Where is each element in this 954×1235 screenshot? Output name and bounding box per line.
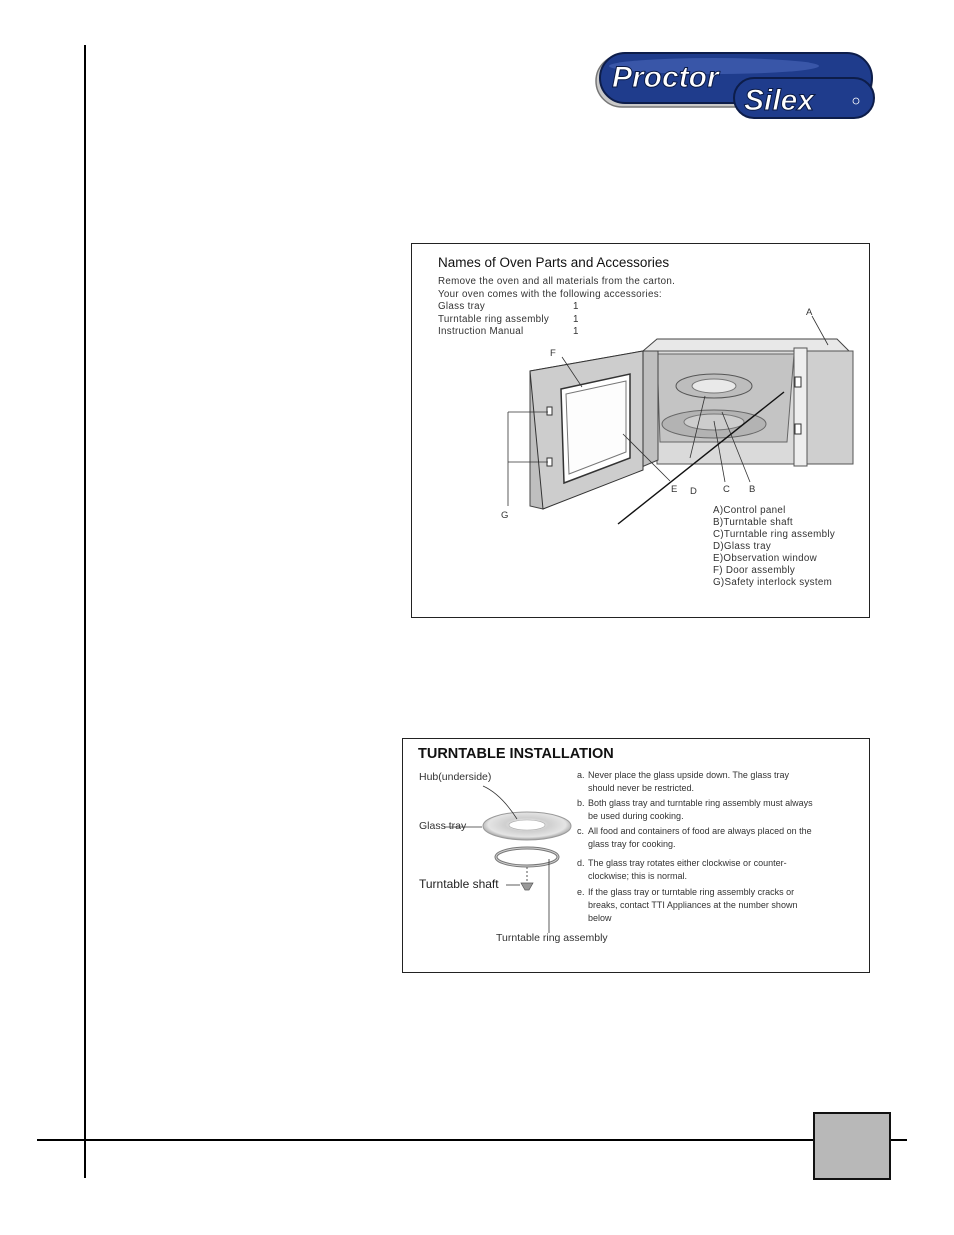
instruction-note (577, 886, 817, 925)
instruction-note (577, 857, 817, 883)
logo-word-silex: Silex (744, 84, 815, 117)
note-text: If the glass tray or turntable ring assembly cracks or breaks, contact TTI Appliances at the number shown below (588, 887, 798, 923)
legend-item: G)Safety interlock system (713, 577, 833, 588)
hub-label: Hub(underside) (419, 771, 492, 783)
note-letter: b. (577, 798, 585, 808)
accessory-name: Glass tray (438, 301, 486, 312)
footer-rule (37, 1139, 907, 1141)
callout-f: F (550, 348, 556, 359)
callout-c: C (723, 484, 730, 495)
legend-item: F) Door assembly (713, 565, 796, 576)
instruction-note (577, 769, 817, 795)
intro-line: Your oven comes with the following accessories: (438, 289, 662, 300)
turntable-shaft-label: Turntable shaft (419, 877, 499, 891)
proctor-silex-logo (594, 52, 876, 122)
note-text: All food and containers of food are always placed on the glass tray for cooking. (588, 826, 812, 849)
page-number-box (813, 1112, 891, 1180)
turntable-installation-panel (402, 738, 870, 973)
callout-b: B (749, 484, 756, 495)
accessory-qty: 1 (573, 301, 579, 312)
parts-panel-title: Names of Oven Parts and Accessories (438, 255, 670, 270)
callout-e: E (671, 484, 678, 495)
note-letter: a. (577, 770, 585, 780)
legend-item: D)Glass tray (713, 541, 772, 552)
note-text: The glass tray rotates either clockwise or counter-clockwise; this is normal. (588, 858, 787, 881)
intro-line: Remove the oven and all materials from the carton. (438, 276, 676, 287)
accessory-qty: 1 (573, 326, 579, 337)
legend-item: E)Observation window (713, 553, 818, 564)
callout-a: A (806, 307, 813, 318)
legend-item: C)Turntable ring assembly (713, 529, 836, 540)
logo-word-proctor: Proctor (612, 61, 719, 94)
turntable-ring-label: Turntable ring assembly (496, 932, 608, 944)
accessory-name: Instruction Manual (438, 326, 524, 337)
note-letter: c. (577, 826, 585, 836)
note-letter: d. (577, 858, 585, 868)
note-letter: e. (577, 887, 585, 897)
instruction-note (577, 797, 817, 823)
instruction-note (577, 825, 817, 851)
glass-tray-label: Glass tray (419, 820, 467, 832)
callout-d: D (690, 486, 697, 497)
legend-item: A)Control panel (713, 505, 786, 516)
note-text: Never place the glass upside down. The glass tray should never be restricted. (588, 770, 789, 793)
legend-item: B)Turntable shaft (713, 517, 793, 528)
oven-parts-panel (411, 243, 870, 618)
accessory-name: Turntable ring assembly (438, 314, 550, 325)
turntable-panel-title: TURNTABLE INSTALLATION (418, 746, 614, 762)
left-margin-rule (84, 45, 86, 1178)
callout-g: G (501, 510, 509, 521)
accessory-qty: 1 (573, 314, 579, 325)
note-text: Both glass tray and turntable ring assembly must always be used during cooking. (588, 798, 813, 821)
